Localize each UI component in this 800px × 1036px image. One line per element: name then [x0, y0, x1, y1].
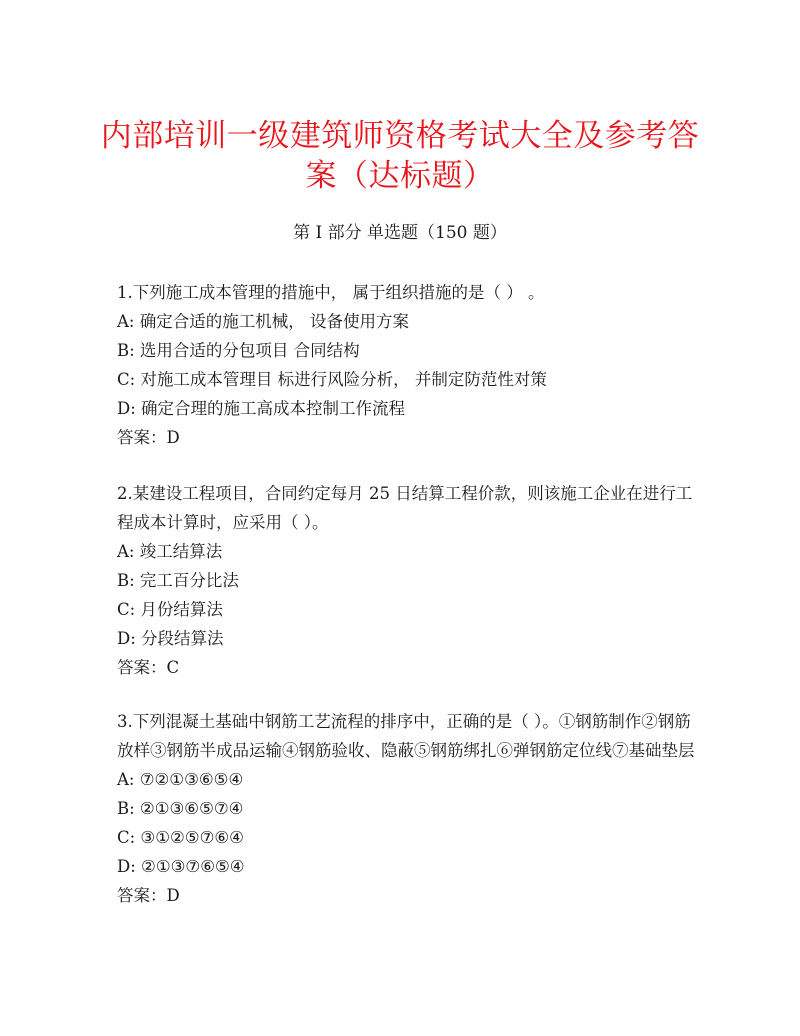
answer: 答案：D [117, 428, 180, 447]
option-b: B: 完工百分比法 [117, 571, 239, 590]
option-b: B: 选用合适的分包项目 合同结构 [117, 341, 360, 360]
option-c: C: ③①②⑤⑦⑥④ [117, 828, 244, 847]
option-a: A: 竣工结算法 [117, 542, 223, 561]
option-b: B: ②①③⑥⑤⑦④ [117, 799, 244, 818]
question-stem: 1.下列施工成本管理的措施中， 属于组织措施的是（ ） 。 [117, 283, 545, 302]
option-a: A: ⑦②①③⑥⑤④ [117, 770, 244, 789]
option-a: A: 确定合适的施工机械， 设备使用方案 [117, 312, 409, 331]
question-stem: 3.下列混凝土基础中钢筋工艺流程的排序中，正确的是（ ）。①钢筋制作②钢筋放样③钢筋半成品运输④钢筋验收、隐蔽⑤钢筋绑扎⑥弹钢筋定位线⑦基础垫层 [117, 712, 695, 760]
section-heading: 第 I 部分 单选题（150 题） [293, 223, 507, 243]
question-stem: 2.某建设工程项目，合同约定每月 25 日结算工程价款，则该施工企业在进行工程成本计算时，应采用（ ）。 [117, 484, 693, 532]
question-3 [117, 707, 697, 910]
question-1 [117, 278, 697, 452]
option-d: D: 分段结算法 [117, 629, 224, 648]
option-d: D: 确定合理的施工高成本控制工作流程 [117, 399, 406, 418]
option-c: C: 月份结算法 [117, 600, 223, 619]
answer: 答案：C [117, 658, 180, 677]
option-c: C: 对施工成本管理目 标进行风险分析， 并制定防范性对策 [117, 370, 547, 389]
option-d: D: ②①③⑦⑥⑤④ [117, 857, 245, 876]
question-2 [117, 479, 697, 682]
answer: 答案：D [117, 886, 180, 905]
document-title: 内部培训一级建筑师资格考试大全及参考答案（达标题） [100, 118, 700, 194]
